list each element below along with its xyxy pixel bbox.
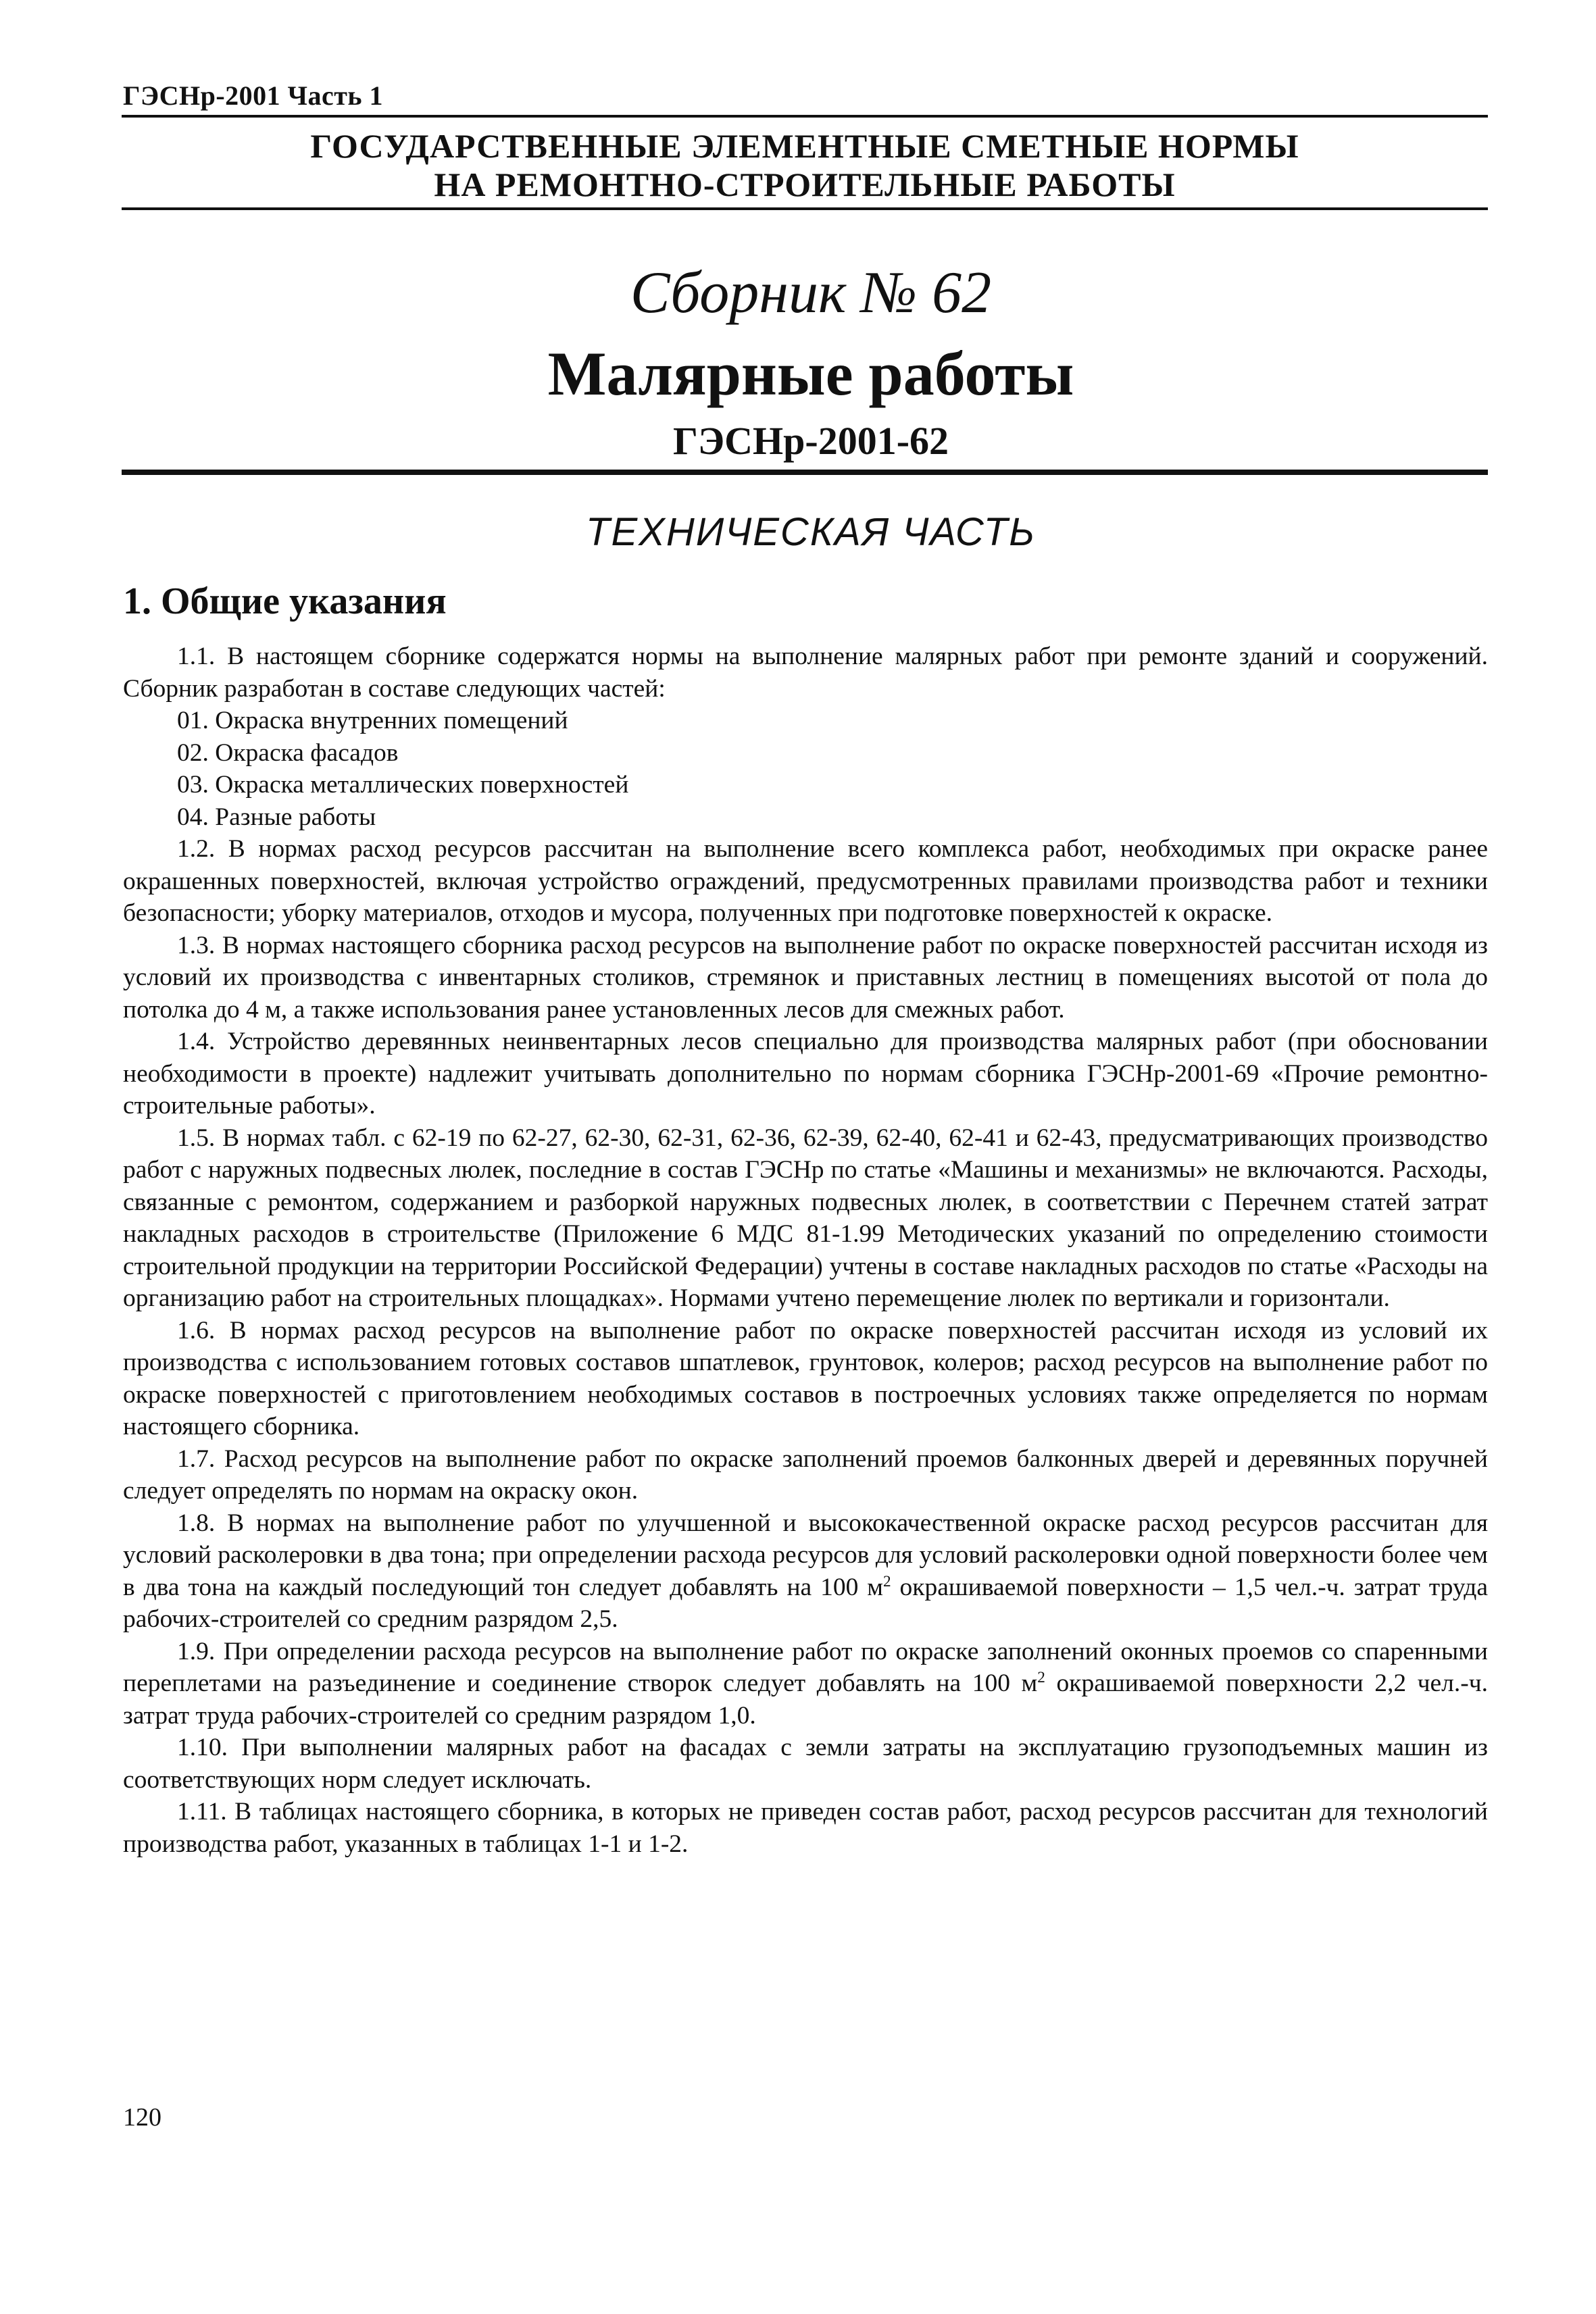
paragraph-1-8-text: 1.8. В нормах на выполнение работ по улучшенной и высококачественной окраске расход ресурсов рассчитан для условий расколеровки в два тона; при определении расхода ресурсов для условий расколеровки одной поверхности более чем в два тона на каждый последующий тон следует добавлять на 100 м [123, 1509, 1488, 1601]
paragraph-1-4: 1.4. Устройство деревянных неинвентарных лесов специально для производства малярных работ (при обосновании необходимости в проекте) надлежит учитывать дополнительно по нормам сборника ГЭСНр-2001-69 «Прочие ремонтно-строительные работы». [123, 1028, 1488, 1120]
series-title-line-1: ГОСУДАРСТВЕННЫЕ ЭЛЕМЕНТНЫЕ СМЕТНЫЕ НОРМЫ [310, 127, 1299, 165]
body-text [123, 640, 1488, 1860]
paragraph-1-6: 1.6. В нормах расход ресурсов на выполнение работ по окраске поверхностей рассчитан исходя из условий их производства с использованием готовых составов шпатлевок, грунтовок, колеров; расход ресурсов на выполнение работ по окраске поверхностей с приготовлением необходимых составов в построечных условиях также определяется по нормам настоящего сборника. [123, 1316, 1488, 1440]
parts-list-item: 04. Разные работы [177, 803, 376, 831]
parts-list-item: 01. Окраска внутренних помещений [177, 707, 568, 734]
superscript-2: 2 [1037, 1669, 1045, 1687]
header-rule [122, 115, 1488, 118]
paragraph-1-5: 1.5. В нормах табл. с 62-19 по 62-27, 62-30, 62-31, 62-36, 62-39, 62-40, 62-41 и 62-43, предусматривающих производство работ с наружных подвесных люлек, последние в состав ГЭСНр по статье «Машины и механизмы» не включаются. Расходы, связанные с ремонтом, содержанием и разборкой наружных подвесных люлек, в соответствии с Перечнем статей затрат накладных расходов в строительстве (Приложение 6 МДС 81-1.99 Методических указаний по определению стоимости строительной продукции на территории Российской Федерации) учтены в составе накладных расходов по статье «Расходы на организацию работ на строительных площадках». Нормами учтено перемещение люлек по вертикали и горизонтали. [123, 1124, 1488, 1312]
title-rule [122, 207, 1488, 210]
paragraph-1-1: 1.1. В настоящем сборнике содержатся нормы на выполнение малярных работ при ремонте зданий и сооружений. Сборник разработан в составе следующих частей: [123, 643, 1488, 703]
paragraph-1-11: 1.11. В таблицах настоящего сборника, в которых не приведен состав работ, расход ресурсов рассчитан для технологий производства работ, указанных в таблицах 1-1 и 1-2. [123, 1798, 1488, 1858]
series-title [122, 127, 1488, 204]
paragraph-1-3: 1.3. В нормах настоящего сборника расход ресурсов на выполнение работ по окраске поверхностей рассчитан исходя из условий их производства с инвентарных столиков, стремянок и приставных лестниц в помещениях высотой от пола до потолка до 4 м, а также использования ранее установленных лесов для смежных работ. [123, 931, 1488, 1024]
paragraph-1-2: 1.2. В нормах расход ресурсов рассчитан на выполнение всего комплекса работ, необходимых при окраске ранее окрашенных поверхностей, включая устройство ограждений, предусмотренных правилами производства работ и техники безопасности; уборку материалов, отходов и мусора, полученных при подготовке поверхностей к окраске. [123, 835, 1488, 927]
technical-part-heading: ТЕХНИЧЕСКАЯ ЧАСТЬ [586, 510, 1036, 554]
paragraph-1-9 [123, 1636, 1488, 1732]
page-number: 120 [123, 2103, 161, 2132]
series-title-line-2: НА РЕМОНТНО-СТРОИТЕЛЬНЫЕ РАБОТЫ [434, 166, 1176, 203]
section-heading: 1. Общие указания [123, 580, 447, 622]
paragraph-1-8-text-end: окрашиваемой поверхности – 1,5 чел.-ч. затрат труда рабочих-строителей со средним разрядом 2,5. [123, 1573, 1488, 1633]
superscript-2: 2 [882, 1572, 891, 1590]
paragraph-1-7: 1.7. Расход ресурсов на выполнение работ по окраске заполнений проемов балконных дверей и деревянных поручней следует определять по нормам на окраску окон. [123, 1444, 1488, 1505]
collection-name: Малярные работы [547, 339, 1074, 408]
paragraph-1-10: 1.10. При выполнении малярных работ на фасадах с земли затраты на эксплуатацию грузоподъемных машин из соответствующих норм следует исключать. [123, 1734, 1488, 1794]
paragraph-1-8 [123, 1507, 1488, 1636]
paragraph-1-9-text-end: окрашиваемой поверхности 2,2 чел.-ч. затрат труда рабочих-строителей со средним разрядом 1,0. [123, 1669, 1488, 1730]
collection-rule [122, 470, 1488, 475]
running-head: ГЭСНр-2001 Часть 1 [123, 80, 384, 111]
collection-code: ГЭСНр-2001-62 [672, 419, 949, 463]
parts-list-item: 02. Окраска фасадов [177, 738, 399, 767]
paragraph-1-9-text: 1.9. При определении расхода ресурсов на выполнение работ по окраске заполнений оконных проемов со спаренными переплетами на разъединение и соединение створок следует добавлять на 100 м [123, 1637, 1488, 1697]
collection-number: Сборник № 62 [630, 260, 992, 326]
parts-list-item: 03. Окраска металлических поверхностей [177, 771, 629, 799]
